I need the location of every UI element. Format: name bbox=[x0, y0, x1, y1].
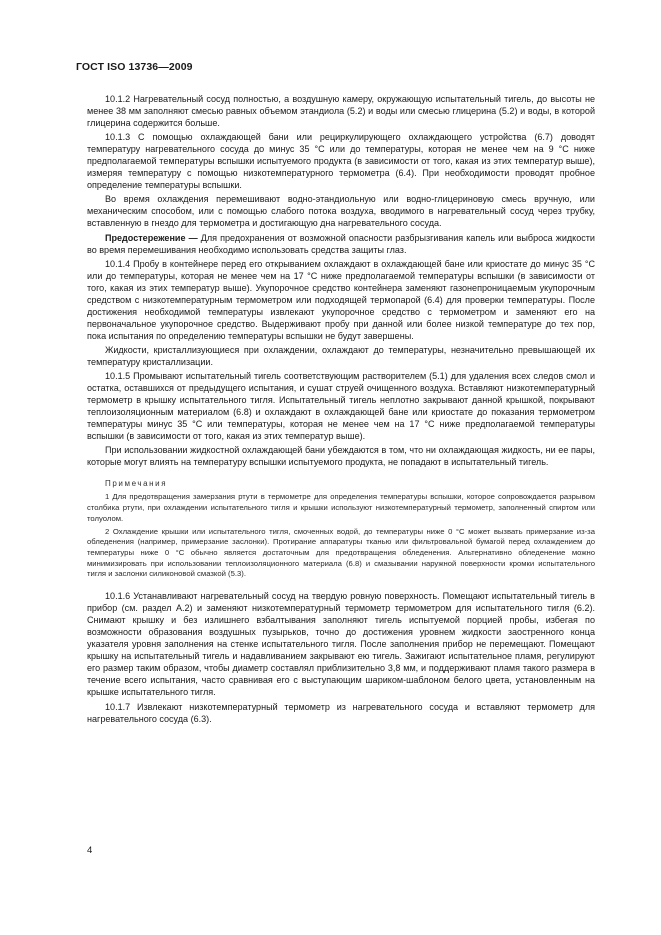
paragraph-cooling: Во время охлаждения перемешивают водно-этандиольную или водно-глицериновую смесь вручную, или механическим способом, или с помощью слабого потока воздуха, вводимого в нагревательный сосуд через трубку, вставленную в гнездо для термометра и достигающую дна нагревательного сосуда. bbox=[87, 194, 595, 229]
page-number: 4 bbox=[87, 845, 93, 856]
document-header: ГОСТ ISO 13736—2009 bbox=[76, 61, 193, 73]
paragraph-warning bbox=[87, 232, 595, 256]
warning-text: Для предохранения от возможной опасности разбрызгивания капель или выброса жидкости во время перемешивания необходимо использовать средства защиты глаз. bbox=[87, 232, 595, 255]
paragraph-crystallizing: Жидкости, кристаллизующиеся при охлаждении, охлаждают до температуры, незначительно превышающей их температуру кристаллизации. bbox=[87, 344, 595, 367]
warning-label: Предостережение — bbox=[105, 232, 198, 243]
paragraph-liquid-bath: При использовании жидкостной охлаждающей бани убеждаются в том, что ни охлаждающая жидкость, ни ее пары, которые могут влиять на температуру вспышки испытуемого продукта, не попадают в испытательный тигель. bbox=[87, 445, 595, 468]
paragraph-10-1-6: 10.1.6 Устанавливают нагревательный сосуд на твердую ровную поверхность. Помещают испытательный тигель в прибор (см. раздел А.2) и заменяют низкотемпературный термометр термометром для испытательного тигля (6.2). Снимают крышку и без излишнего взбалтывания заполняют тигель испытуемой порцией пробы, избегая по возможности образования воздушных пузырьков, точно до достижения уровнем жидкости заостренного конца указателя уровня заполнения на стенке испытательного тигля. После заполнения прибор не перемещают. Помещают крышку на испытательный тигель и надавливанием закрывают ею тигель. Зажигают испытательное пламя, регулируют его размер таким образом, чтобы диаметр составлял приблизительно 3,8 мм, и поддерживают пламя такого размера в течение всего испытания, часто сравнивая его с выступающим шариком-шаблоном белого цвета, установленным на крышке испытательного тигля. bbox=[87, 591, 595, 698]
document-body bbox=[87, 93, 595, 727]
paragraph-10-1-2: 10.1.2 Нагревательный сосуд полностью, а воздушную камеру, окружающую испытательный тигель, до высоты не менее 38 мм заполняют смесью равных объемом этандиола (5.2) и воды или смесью глицерина (5.2) и воды, в которой глицерина содержится больше. bbox=[87, 94, 595, 129]
paragraph-10-1-7: 10.1.7 Извлекают низкотемпературный термометр из нагревательного сосуда и вставляют термометр для нагревательного сосуда (6.3). bbox=[87, 701, 595, 724]
notes-title: Примечания bbox=[105, 479, 168, 489]
paragraph-10-1-4: 10.1.4 Пробу в контейнере перед его открыванием охлаждают в охлаждающей бане или криостате до минус 35 °С или до температуры, которая не менее чем на 17 °С ниже предполагаемой температуры вспышки (в зависимости от того, какая из этих температур выше). Укупорочное средство контейнера заменяют газонепроницаемым укупорочным средством с низкотемпературным термометром или подходящей термопарой (6.4) для проверки температуры. После достижения необходимой температуры извлекают укупорочное средство с термометром и заменяют его на первоначальное укупорочное средство. Выдерживают пробу при данной или более низкой температуре до тех пор, пока испытания по определению температуры вспышки не будут завершены. bbox=[87, 258, 595, 341]
paragraph-10-1-5: 10.1.5 Промывают испытательный тигель соответствующим растворителем (5.1) для удаления всех следов смол и остатка, оставшихся от предыдущего испытания, и сушат струей очищенного воздуха. Вставляют низкотемпературный термометр в крышку испытательного тигля. Испытательный тигель неплотно закрывают данной крышкой, покрывают теплоизоляционным материалом (6.8) и охлаждают в охлаждающей бане или криостате до показания термометром температуры минус 35 °С или температуры, которая не менее чем на 17 °С ниже предполагаемой температуры вспышки (в зависимости от того, какая из этих температур выше). bbox=[87, 371, 595, 442]
note-2: 2 Охлаждение крышки или испытательного тигля, смоченных водой, до температуры ниже 0 °С может вызвать примерзание из-за обледенения (например, примерзание заслонки). Протирание аппаратуры тканью или фильтровальной бумагой перед охлаждением до температуры ниже 0 °С обычно является достаточным для предотвращения обледенения. Альтернативно обледенение можно минимизировать при использовании теплоизоляционного материала (6.8) и смазывании наружной поверхности кромки испытательного тигля и заслонки силиконовой смазкой (5.3). bbox=[87, 526, 595, 579]
note-1: 1 Для предотвращения замерзания ртути в термометре для определения температуры вспышки, которое сопровождается разрывом столбика ртути, при охлаждении испытательного тигля и крышки используют низкотемпературный термометр, заполненный спиртом или толуолом. bbox=[87, 492, 595, 523]
paragraph-10-1-3: 10.1.3 С помощью охлаждающей бани или рециркулирующего охлаждающего устройства (6.7) доводят температуру нагревательного сосуда до минус 35 °С или до температуры, которая не менее чем на 9 °С ниже предполагаемой температуры вспышки испытуемого продукта (в зависимости от того, какая из этих температур выше), измеряя температуру с помощью низкотемпературного термометра (6.4). При необходимости проводят пробное определение температуры вспышки. bbox=[87, 132, 595, 191]
